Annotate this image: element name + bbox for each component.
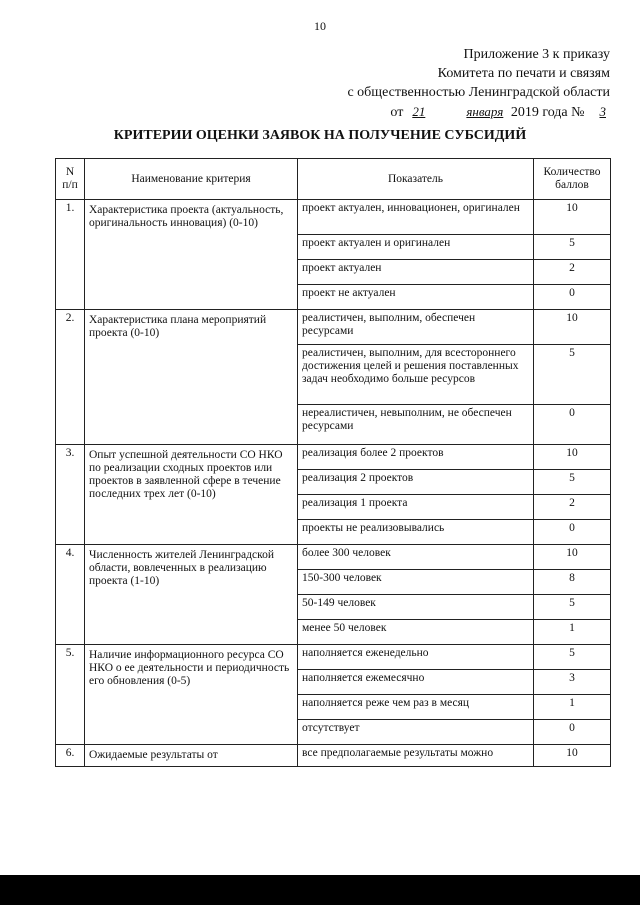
criterion-name: Наличие информационного ресурса СО НКО о ее деятельности и периодичность его обновления (0-5) bbox=[85, 645, 298, 745]
score-value: 10 bbox=[534, 745, 611, 767]
score-value: 5 bbox=[534, 235, 611, 260]
table-row bbox=[56, 200, 611, 235]
score-value: 0 bbox=[534, 405, 611, 445]
table-row bbox=[56, 310, 611, 345]
indicator-text: 150-300 человек bbox=[298, 570, 534, 595]
scan-border bbox=[0, 875, 640, 905]
table-body bbox=[56, 200, 611, 767]
score-value: 5 bbox=[534, 345, 611, 405]
header-indicator: Показатель bbox=[298, 159, 534, 200]
indicator-text: проект не актуален bbox=[298, 285, 534, 310]
criterion-name: Численность жителей Ленинградской области, вовлеченных в реализацию проекта (1-10) bbox=[85, 545, 298, 645]
indicator-text: более 300 человек bbox=[298, 545, 534, 570]
appendix-line-3: с общественностью Ленинградской области bbox=[347, 85, 610, 100]
indicator-text: реализация 1 проекта bbox=[298, 495, 534, 520]
page-number: 10 bbox=[314, 19, 326, 33]
header-criterion: Наименование критерия bbox=[85, 159, 298, 200]
criterion-name: Ожидаемые результаты от bbox=[85, 745, 298, 767]
header-num: N п/п bbox=[56, 159, 85, 200]
indicator-text: реалистичен, выполним, для всестороннего достижения целей и решения поставленных задач необходимо больше ресурсов bbox=[298, 345, 534, 405]
score-value: 1 bbox=[534, 620, 611, 645]
header-points: Количество баллов bbox=[534, 159, 611, 200]
score-value: 10 bbox=[534, 445, 611, 470]
indicator-text: наполняется еженедельно bbox=[298, 645, 534, 670]
row-number: 6. bbox=[56, 745, 85, 767]
indicator-text: все предполагаемые результаты можно bbox=[298, 745, 534, 767]
score-value: 8 bbox=[534, 570, 611, 595]
score-value: 1 bbox=[534, 695, 611, 720]
appendix-line-1: Приложение 3 к приказу bbox=[463, 47, 610, 62]
year-text: 2019 года № bbox=[510, 105, 585, 120]
indicator-text: нереалистичен, невыполним, не обеспечен ресурсами bbox=[298, 405, 534, 445]
score-value: 5 bbox=[534, 595, 611, 620]
indicator-text: наполняется реже чем раз в месяц bbox=[298, 695, 534, 720]
row-number: 1. bbox=[56, 200, 85, 310]
score-value: 0 bbox=[534, 720, 611, 745]
date-prefix: от bbox=[390, 105, 404, 120]
document-title: КРИТЕРИИ ОЦЕНКИ ЗАЯВОК НА ПОЛУЧЕНИЕ СУБСИДИЙ bbox=[113, 128, 527, 143]
appendix-line-2: Комитета по печати и связям bbox=[437, 66, 610, 81]
table-row bbox=[56, 445, 611, 470]
indicator-text: отсутствует bbox=[298, 720, 534, 745]
criterion-name: Характеристика проекта (актуальность, оригинальность инновация) (0-10) bbox=[85, 200, 298, 310]
handwritten-month: января bbox=[466, 104, 504, 119]
score-value: 2 bbox=[534, 495, 611, 520]
indicator-text: проект актуален bbox=[298, 260, 534, 285]
handwritten-day: 21 bbox=[412, 104, 426, 119]
appendix-date-line bbox=[347, 102, 610, 122]
score-value: 2 bbox=[534, 260, 611, 285]
handwritten-order-number: 3 bbox=[599, 104, 606, 119]
row-number: 4. bbox=[56, 545, 85, 645]
indicator-text: проект актуален и оригинален bbox=[298, 235, 534, 260]
score-value: 10 bbox=[534, 310, 611, 345]
row-number: 5. bbox=[56, 645, 85, 745]
indicator-text: менее 50 человек bbox=[298, 620, 534, 645]
score-value: 10 bbox=[534, 545, 611, 570]
criteria-table bbox=[55, 158, 611, 767]
row-number: 2. bbox=[56, 310, 85, 445]
score-value: 10 bbox=[534, 200, 611, 235]
indicator-text: проекты не реализовывались bbox=[298, 520, 534, 545]
row-number: 3. bbox=[56, 445, 85, 545]
score-value: 5 bbox=[534, 645, 611, 670]
table-header-row bbox=[56, 159, 611, 200]
criterion-name: Характеристика плана мероприятий проекта (0-10) bbox=[85, 310, 298, 445]
score-value: 3 bbox=[534, 670, 611, 695]
indicator-text: проект актуален, инновационен, оригинален bbox=[298, 200, 534, 235]
score-value: 0 bbox=[534, 285, 611, 310]
table-row bbox=[56, 545, 611, 570]
indicator-text: 50-149 человек bbox=[298, 595, 534, 620]
table-row bbox=[56, 645, 611, 670]
criterion-name: Опыт успешной деятельности СО НКО по реализации сходных проектов или проектов в заявленной сфере в течение последних трех лет (0-10) bbox=[85, 445, 298, 545]
indicator-text: реализация более 2 проектов bbox=[298, 445, 534, 470]
score-value: 0 bbox=[534, 520, 611, 545]
indicator-text: реалистичен, выполним, обеспечен ресурсами bbox=[298, 310, 534, 345]
score-value: 5 bbox=[534, 470, 611, 495]
indicator-text: реализация 2 проектов bbox=[298, 470, 534, 495]
appendix-header bbox=[347, 45, 610, 122]
table-row bbox=[56, 745, 611, 767]
indicator-text: наполняется ежемесячно bbox=[298, 670, 534, 695]
